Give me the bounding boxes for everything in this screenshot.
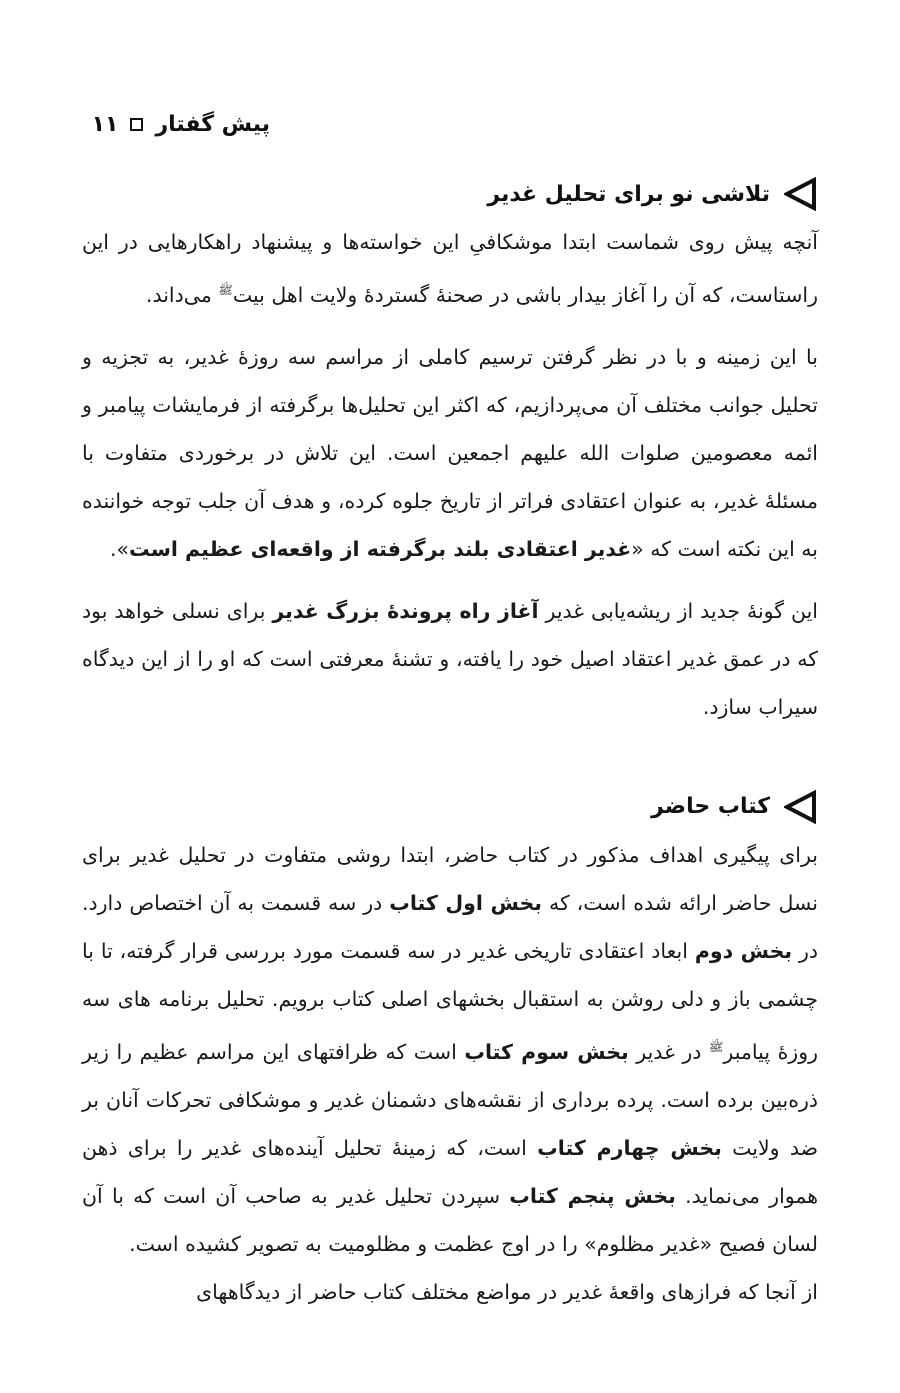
bold-phrase: بخش اول کتاب [389, 890, 542, 915]
bold-phrase: بخش سوم کتاب [464, 1039, 629, 1064]
text-run: سپردن تحلیل غدیر به صاحب آن است که با آن لسان فصیح «غدیر مظلوم» را در اوج عظمت و مظلومیت به تصویر کشیده است. [82, 1183, 818, 1256]
triangle-marker-icon [784, 790, 818, 824]
bold-phrase: غدیر اعتقادی بلند برگرفته از واقعه‌ای عظیم است [129, 536, 632, 561]
honorific-symbol: ﷺ [218, 283, 233, 297]
paragraph [82, 587, 818, 731]
section-heading-text: کتاب حاضر [651, 794, 770, 820]
bold-phrase: آغاز راه پروندۀ بزرگ غدیر [272, 598, 539, 623]
honorific-symbol: ﷺ [708, 1039, 724, 1054]
section-heading [82, 170, 818, 218]
text-run: در غدیر [628, 1039, 709, 1064]
text-run: برای نسلی خواهد بود که در عمق غدیر اعتقاد اصیل خود را یافته، و تشنۀ معرفتی است که او را از این دیدگاه سیراب سازد. [82, 598, 818, 719]
paragraph [82, 218, 818, 319]
text-run: است، که زمینۀ تحلیل آینده‌های غدیر را برای ذهن هموار می‌نماید. [82, 1135, 819, 1208]
text-run: می‌داند. [145, 282, 219, 307]
paragraph [82, 831, 818, 1268]
bold-phrase: بخش پنجم کتاب [509, 1183, 676, 1208]
section-heading [82, 783, 818, 831]
paragraph: از آنجا که فرازهای واقعۀ غدیر در مواضع مختلف کتاب حاضر از دیدگاههای [196, 1279, 818, 1304]
text-run: است که ظرافتهای این مراسم عظیم را زیر ذره‌بین برده است. پرده برداری از نقشه‌های دشمنان غدیر و موشکافی تحرکات آنان بر ضد ولایت [82, 1039, 818, 1160]
text-run: با این زمینه و با در نظر گرفتن ترسیم کاملی از مراسم سه روزۀ غدیر، به تجزیه و تحلیل جوانب مختلف آن می‌پردازیم، که اکثر این تحلیل‌ها برگرفته از فرمایشات پیامبر و ائمه معصومین صلوات الله علیهم اجمعین است. این تلاش در برخوردی متفاوت با مسئلۀ غدیر، به عنوان اعتقادی فراتر از تاریخ جلوه کرده، و هدف آن جلب توجه خواننده به این نکته است که « [82, 344, 818, 561]
bold-phrase: بخش دوم [694, 938, 793, 963]
text-run: این گونۀ جدید از ریشه‌یابی غدیر [538, 598, 818, 623]
triangle-marker-icon [784, 177, 818, 211]
text-run: ابعاد اعتقادی تاریخی غدیر در سه قسمت مورد بررسی قرار گرفته، تا با چشمی باز و دلی روشن به استقبال بخشهای اصلی کتاب برویم. تحلیل برنامه های سه روزۀ پیامبر [82, 938, 819, 1064]
section-heading-text: تلاشی نو برای تحلیل غدیر [487, 181, 770, 207]
text-run: برای پیگیری اهداف مذکور در کتاب حاضر، ابتدا روشی متفاوت در تحلیل غدیر برای نسل حاضر ارائه شده است، که [82, 842, 818, 915]
running-header [92, 112, 270, 137]
text-run: ». [109, 536, 130, 561]
chapter-title: پیش گفتار [155, 112, 270, 137]
page-content [82, 170, 818, 1316]
paragraph [82, 333, 818, 573]
text-run: در سه قسمت به آن اختصاص دارد. در [82, 890, 818, 963]
text-run: آنچه پیش روی شماست ابتدا موشکافیِ این خواسته‌ها و پیشنهاد راهکارهایی در این راستاست، که آن را آغاز بیدار باشی در صحنۀ گستردۀ ولایت اهل بیت [82, 230, 818, 307]
square-bullet-icon [130, 118, 143, 131]
bold-phrase: بخش چهارم کتاب [537, 1135, 722, 1160]
page-number: ۱۱ [91, 112, 119, 137]
